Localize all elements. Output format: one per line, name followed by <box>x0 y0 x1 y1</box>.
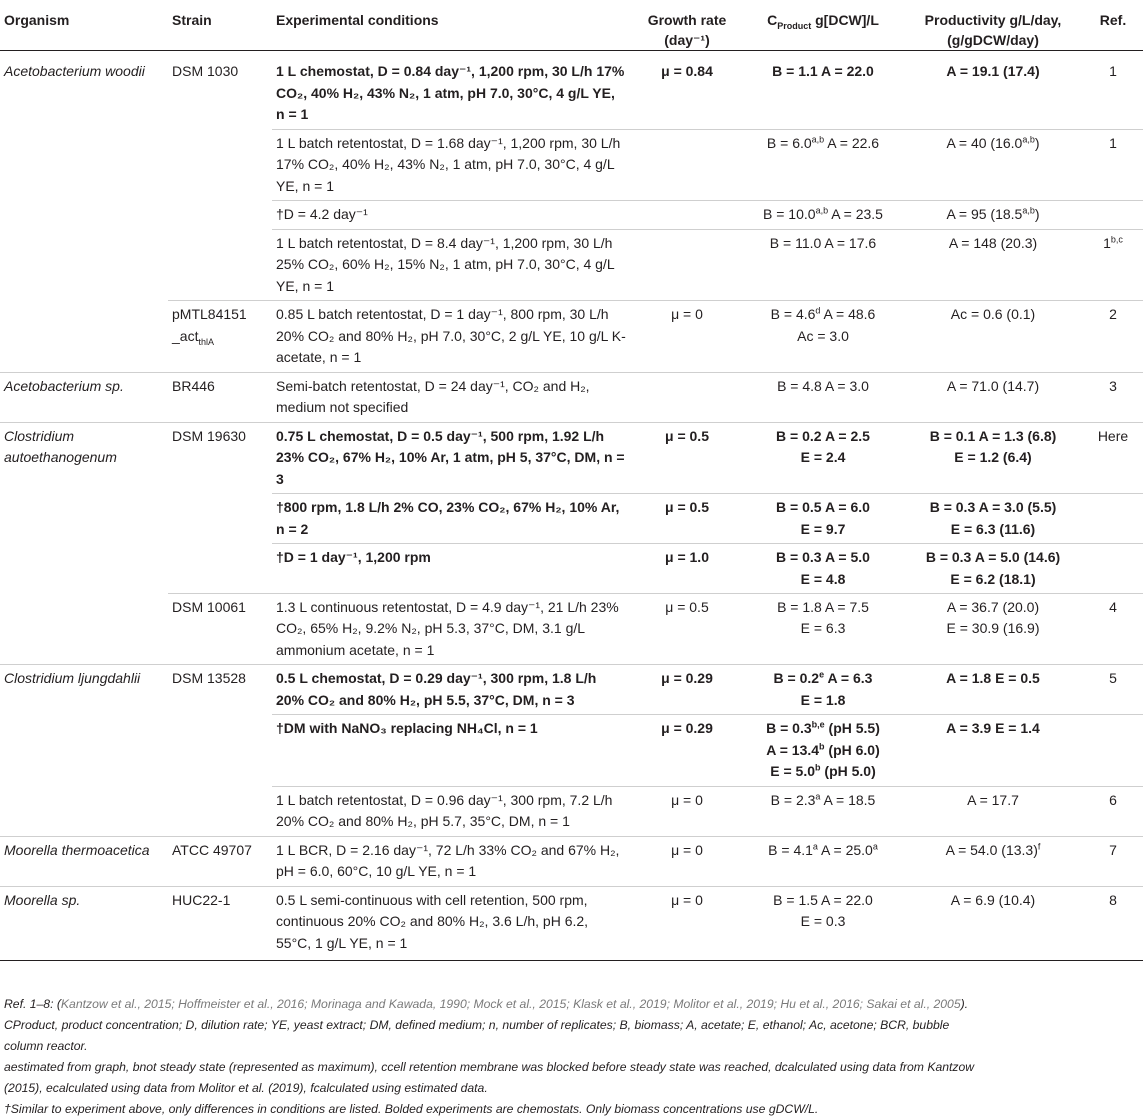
cell-conditions: †D = 4.2 day⁻¹ <box>272 201 631 230</box>
footnote-superscripts-cont: (2015), ecalculated using data from Molitor et al. (2019), fcalculated using estimated data. <box>4 1081 488 1095</box>
cell-ref: 1 <box>1083 129 1143 201</box>
cell-cproduct: B = 1.8 A = 7.5 E = 6.3 <box>743 593 903 665</box>
cell-conditions: 1 L batch retentostat, D = 8.4 day⁻¹, 1,200 rpm, 30 L/h 25% CO₂, 60% H₂, 15% N₂, 1 atm, pH 7.0, 30°C, 4 g/L YE, n = 1 <box>272 229 631 301</box>
cell-growth <box>631 229 743 301</box>
cell-conditions: 1 L chemostat, D = 0.84 day⁻¹, 1,200 rpm, 30 L/h 17% CO₂, 40% H₂, 43% N₂, 1 atm, pH 7.0, 30°C, 4 g/L YE, n = 1 <box>276 63 625 122</box>
cell-organism: Acetobacterium woodii <box>4 63 145 79</box>
cell-growth: μ = 0 <box>631 301 743 373</box>
cell-organism: Acetobacterium sp. <box>0 372 168 422</box>
cell-growth: μ = 0.84 <box>661 63 713 79</box>
cell-cproduct: B = 0.2$^e$ A = 6.3 E = 1.8 <box>743 665 903 715</box>
cell-ref: 1 <box>1109 63 1117 79</box>
cell-cproduct: B = 0.2 A = 2.5 E = 2.4 <box>743 422 903 494</box>
table-row <box>0 51 1143 130</box>
cell-cproduct: B = 0.5 A = 6.0 E = 9.7 <box>743 494 903 544</box>
table-row <box>0 886 1143 961</box>
table-row <box>0 229 1143 301</box>
cell-strain: ATCC 49707 <box>168 836 272 886</box>
cell-ref: Here <box>1083 422 1143 494</box>
cell-ref: 4 <box>1083 593 1143 665</box>
cell-productivity: A = 95 (18.5$^{a,b}$) <box>903 201 1083 230</box>
cell-ref <box>1083 715 1143 787</box>
cell-productivity: A = 71.0 (14.7) <box>903 372 1083 422</box>
table-row <box>0 301 1143 373</box>
cell-conditions: 1 L batch retentostat, D = 1.68 day⁻¹, 1,200 rpm, 30 L/h 17% CO₂, 40% H₂, 43% N₂, 1 atm, pH 7.0, 30°C, 4 g/L YE, n = 1 <box>272 129 631 201</box>
cell-strain: DSM 19630 <box>168 422 272 494</box>
table-row <box>0 129 1143 201</box>
cell-productivity: A = 36.7 (20.0) E = 30.9 (16.9) <box>903 593 1083 665</box>
cell-cproduct: $B = 10.0^{a,b}$ A = 23.5 <box>743 201 903 230</box>
cell-conditions: 0.5 L semi-continuous with cell retention, 500 rpm, continuous 20% CO₂ and 80% H₂, 3.6 L/h, pH 6.2, 55°C, 1 g/L YE, n = 1 <box>272 886 631 961</box>
cell-growth: μ = 0 <box>631 836 743 886</box>
cell-ref <box>1083 494 1143 544</box>
cell-strain: DSM 1030 <box>172 63 239 79</box>
table-row <box>0 593 1143 665</box>
header-cproduct: $C_{Product}$ g[DCW]/L <box>767 12 879 31</box>
cell-strain: pMTL84151 _act$_{thlA}$ <box>168 301 272 373</box>
cell-cproduct: B = 4.6$^d$ A = 48.6 Ac = 3.0 <box>743 301 903 373</box>
footnote-abbreviations-cont: column reactor. <box>4 1039 88 1053</box>
table-row <box>0 786 1143 836</box>
cell-conditions: 0.85 L batch retentostat, D = 1 day⁻¹, 800 rpm, 30 L/h 20% CO₂ and 80% H₂, pH 7.0, 30°C, 2 g/L YE, 10 g/L K-acetate, n = 1 <box>272 301 631 373</box>
header-row <box>0 0 1143 51</box>
cell-ref: 1$^{b,c}$ <box>1083 229 1143 301</box>
table-row <box>0 544 1143 594</box>
cell-cproduct: B = 4.1$^a$ A = 25.0$^a$ <box>743 836 903 886</box>
cell-ref: 6 <box>1083 786 1143 836</box>
footnote-abbreviations: CProduct, product concentration; D, dilution rate; YE, yeast extract; DM, defined medium; n, number of replicates; B, biomass; A, acetate; E, ethanol; Ac, acetone; BCR, bubble <box>4 1018 950 1032</box>
header-conditions: Experimental conditions <box>276 12 439 28</box>
cell-strain: DSM 13528 <box>168 665 272 715</box>
header-ref: Ref. <box>1099 12 1127 28</box>
cell-conditions: Semi-batch retentostat, D = 24 day⁻¹, CO₂ and H₂, medium not specified <box>272 372 631 422</box>
cell-organism: Clostridium autoethanogenum <box>0 422 168 494</box>
cell-growth <box>631 201 743 230</box>
header-strain: Strain <box>172 12 212 28</box>
cell-ref: 2 <box>1083 301 1143 373</box>
cell-conditions: †DM with NaNO₃ replacing NH₄Cl, n = 1 <box>272 715 631 787</box>
table-row <box>0 372 1143 422</box>
cell-growth: μ = 0.29 <box>631 715 743 787</box>
cell-conditions: †D = 1 day⁻¹, 1,200 rpm <box>272 544 631 594</box>
cell-productivity: A = 3.9 E = 1.4 <box>903 715 1083 787</box>
cell-ref: 7 <box>1083 836 1143 886</box>
cell-productivity: A = 40 (16.0$^{a,b}$) <box>903 129 1083 201</box>
cell-productivity: B = 0.3 A = 3.0 (5.5) E = 6.3 (11.6) <box>903 494 1083 544</box>
cell-ref: 5 <box>1083 665 1143 715</box>
cell-conditions: 0.75 L chemostat, D = 0.5 day⁻¹, 500 rpm, 1.92 L/h 23% CO₂, 67% H₂, 10% Ar, 1 atm, pH 5, 37°C, DM, n = 3 <box>272 422 631 494</box>
cell-productivity: Ac = 0.6 (0.1) <box>903 301 1083 373</box>
cell-cproduct: $B = 6.0^{a,b}$ A = 22.6 <box>743 129 903 201</box>
header-growth-rate: Growth rate (day⁻¹) <box>647 12 727 48</box>
cell-growth: μ = 0.5 <box>631 593 743 665</box>
table-row <box>0 201 1143 230</box>
table-row <box>0 715 1143 787</box>
cell-productivity: A = 6.9 (10.4) <box>903 886 1083 961</box>
table-footnotes <box>4 994 1139 1120</box>
cell-strain: DSM 10061 <box>168 593 272 665</box>
cell-cproduct: B = 0.3 A = 5.0 E = 4.8 <box>743 544 903 594</box>
footnote-dagger: †Similar to experiment above, only differences in conditions are listed. Bolded experiments are chemostats. Only biomass concentrations use gDCW/L. <box>4 1102 819 1116</box>
cell-growth <box>631 372 743 422</box>
cell-conditions: 1 L BCR, D = 2.16 day⁻¹, 72 L/h 33% CO₂ and 67% H₂, pH = 6.0, 60°C, 10 g/L YE, n = 1 <box>272 836 631 886</box>
cell-strain: HUC22-1 <box>168 886 272 961</box>
footnote-references: Ref. 1–8: (Kantzow et al., 2015; Hoffmeister et al., 2016; Morinaga and Kawada, 1990; Mock et al., 2015; Klask et al., 2019; Molitor et al., 2019; Hu et al., 2016; Sakai et al., 2005). <box>4 997 969 1011</box>
cell-organism: Clostridium ljungdahlii <box>0 665 168 715</box>
cell-ref: 8 <box>1083 886 1143 961</box>
cell-growth: μ = 0.5 <box>631 422 743 494</box>
cell-cproduct: B = 1.5 A = 22.0 E = 0.3 <box>743 886 903 961</box>
cell-productivity: A = 54.0 $(13.3)^f$ <box>903 836 1083 886</box>
cell-growth: μ = 0 <box>631 786 743 836</box>
cell-cproduct: B = 4.8 A = 3.0 <box>743 372 903 422</box>
cell-strain: BR446 <box>168 372 272 422</box>
cell-organism: Moorella sp. <box>0 886 168 961</box>
cell-conditions: †800 rpm, 1.8 L/h 2% CO, 23% CO₂, 67% H₂, 10% Ar, n = 2 <box>272 494 631 544</box>
cell-conditions: 1.3 L continuous retentostat, D = 4.9 day⁻¹, 21 L/h 23% CO₂, 65% H₂, 9.2% N₂, pH 5.3, 37°C, DM, 3.1 g/L ammonium acetate, n = 1 <box>272 593 631 665</box>
cell-productivity: A = 1.8 E = 0.5 <box>903 665 1083 715</box>
cell-productivity: A = 17.7 <box>903 786 1083 836</box>
cell-ref <box>1083 544 1143 594</box>
cell-conditions: 1 L batch retentostat, D = 0.96 day⁻¹, 300 rpm, 7.2 L/h 20% CO₂ and 80% H₂, pH 5.7, 35°C, DM, n = 1 <box>272 786 631 836</box>
header-productivity: Productivity g/L/day, (g/gDCW/day) <box>924 12 1062 48</box>
cell-cproduct: B = 2.3$^a$ A = 18.5 <box>743 786 903 836</box>
table-row <box>0 422 1143 494</box>
cell-growth: μ = 1.0 <box>631 544 743 594</box>
cell-productivity: B = 0.3 A = 5.0 (14.6) E = 6.2 (18.1) <box>903 544 1083 594</box>
cell-growth: μ = 0 <box>631 886 743 961</box>
footnote-superscripts: aestimated from graph, bnot steady state (represented as maximum), ccell retention membrane was blocked before steady state was reached, dcalculated using data from Kantzow <box>4 1060 975 1074</box>
cell-conditions: 0.5 L chemostat, D = 0.29 day⁻¹, 300 rpm, 1.8 L/h 20% CO₂ and 80% H₂, pH 5.5, 37°C, DM, n = 3 <box>272 665 631 715</box>
table-row <box>0 665 1143 715</box>
cell-productivity: B = 0.1 A = 1.3 (6.8) E = 1.2 (6.4) <box>903 422 1083 494</box>
cell-cproduct: B = 1.1 A = 22.0 <box>772 63 874 79</box>
table-row <box>0 494 1143 544</box>
cell-cproduct: $B = 0.3^{b,e}$ (pH 5.5) A = 13.4$^b$ (pH 6.0) E = 5.0$^b$ (pH 5.0) <box>743 715 903 787</box>
cell-ref: 3 <box>1083 372 1143 422</box>
header-organism: Organism <box>4 12 70 28</box>
cell-cproduct: B = 11.0 A = 17.6 <box>743 229 903 301</box>
cell-organism: Moorella thermoacetica <box>0 836 168 886</box>
table-row <box>0 836 1143 886</box>
cell-growth: μ = 0.5 <box>631 494 743 544</box>
cell-growth <box>631 129 743 201</box>
cell-productivity: A = 19.1 (17.4) <box>946 63 1040 79</box>
cell-productivity: A = 148 (20.3) <box>903 229 1083 301</box>
cell-ref <box>1083 201 1143 230</box>
cell-growth: μ = 0.29 <box>631 665 743 715</box>
